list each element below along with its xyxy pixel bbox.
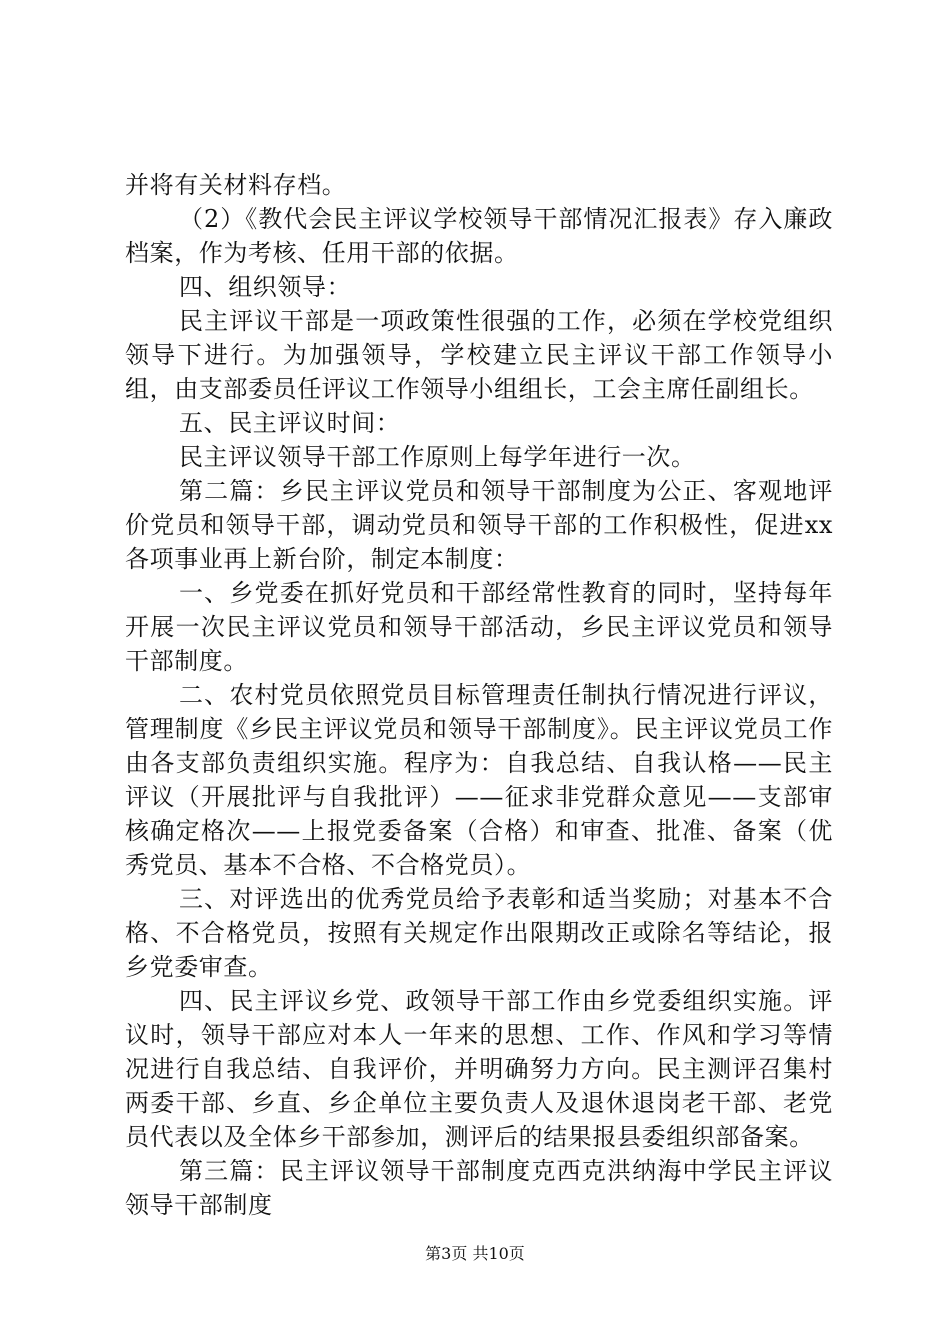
paragraph-time: 民主评议领导干部工作原则上每学年进行一次。 <box>179 443 696 471</box>
paragraph-rule-4: 四、民主评议乡党、政领导干部工作由乡党委组织实施。评议时，领导干部应对本人一年来的思想、工作、作风和学习等情况进行自我总结、自我评价，并明确努力方向。民主测评召集村两委干部、乡直、乡企单位主要负责人及退休退岗老干部、老党员代表以及全体乡干部参加，测评后的结果报县委组织部备案。 <box>125 987 833 1151</box>
chapter-three-title: 第三篇：民主评议领导干部制度克西克洪纳海中学民主评议领导干部制度 <box>125 1157 833 1219</box>
paragraph-organization: 民主评议干部是一项政策性很强的工作，必须在学校党组织领导下进行。为加强领导，学校建立民主评议干部工作领导小组，由支部委员任评议工作领导小组组长，工会主席任副组长。 <box>125 307 833 403</box>
paragraph-rule-2: 二、农村党员依照党员目标管理责任制执行情况进行评议，管理制度《乡民主评议党员和领导干部制度》。民主评议党员工作由各支部负责组织实施。程序为：自我总结、自我认格——民主评议（开展批评与自我批评）——征求非党群众意见——支部审核确定格次——上报党委备案（合格）和审查、批准、备案（优秀党员、基本不合格、不合格党员）。 <box>125 681 833 879</box>
document-body <box>125 168 833 1222</box>
page-number-footer: 第3页 共10页 <box>425 1244 525 1263</box>
section-heading-time: 五、民主评议时间： <box>179 409 401 437</box>
paragraph-rule-3: 三、对评选出的优秀党员给予表彰和适当奖励；对基本不合格、不合格党员，按照有关规定作出限期改正或除名等结论，报乡党委审查。 <box>125 885 833 981</box>
paragraph-continuation: 并将有关材料存档。 <box>125 171 347 199</box>
paragraph-rule-1: 一、乡党委在抓好党员和干部经常性教育的同时，坚持每年开展一次民主评议党员和领导干部活动，乡民主评议党员和领导干部制度。 <box>125 579 833 675</box>
chapter-two-intro: 第二篇：乡民主评议党员和领导干部制度为公正、客观地评价党员和领导干部，调动党员和领导干部的工作积极性，促进xx各项事业再上新台阶，制定本制度： <box>125 477 833 573</box>
section-heading-organization: 四、组织领导： <box>179 273 352 301</box>
paragraph-item-2: （2）《教代会民主评议学校领导干部情况汇报表》存入廉政档案，作为考核、任用干部的依据。 <box>125 205 833 267</box>
